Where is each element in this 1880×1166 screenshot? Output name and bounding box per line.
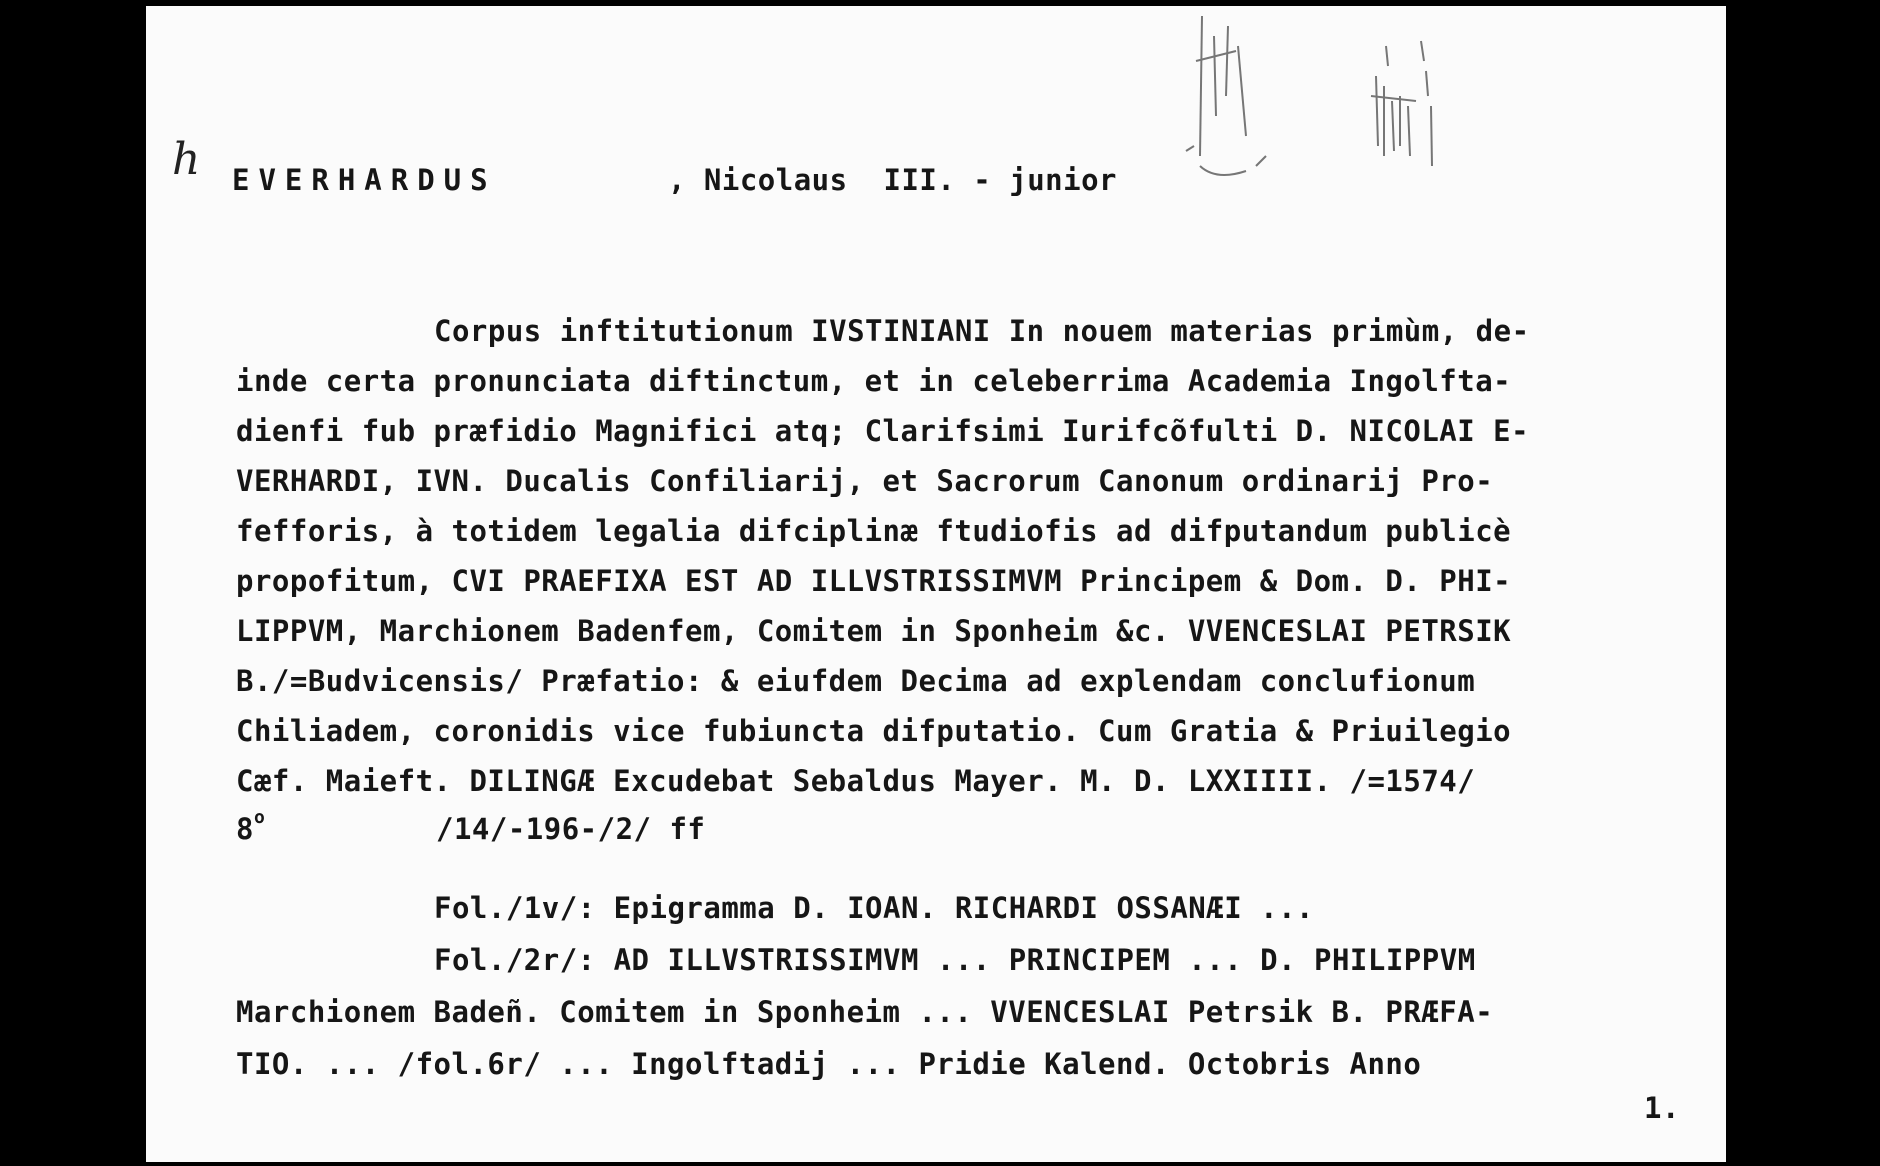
body-line: LIPPVM, Marchionem Badenfem, Comitem in Sponheim &c. VVENCESLAI PETRSIK [236, 614, 1512, 648]
author-surname: EVERHARDUS [232, 163, 497, 197]
author-forename: , Nicolaus III. - junior [668, 163, 1117, 197]
margin-mark: h [172, 134, 201, 185]
body-line: Corpus inftitutionum IVSTINIANI In nouem materias primùm, de- [434, 314, 1530, 348]
body-line: propofitum, CVI PRAEFIXA EST AD ILLVSTRISSIMVM Principem & Dom. D. PHI- [236, 564, 1512, 598]
folio-note: Fol./2r/: AD ILLVSTRISSIMVM ... PRINCIPEM ... D. PHILIPPVM [434, 943, 1476, 977]
body-line: VERHARDI, IVN. Ducalis Confiliarij, et Sacrorum Canonum ordinarij Pro- [236, 464, 1494, 498]
catalog-card [146, 6, 1726, 1162]
page-number: 1. [1644, 1091, 1680, 1125]
collation: /14/-196-/2/ ff [436, 812, 706, 846]
format-label: 8$^o$ [236, 807, 266, 846]
body-line: B./=Budvicensis/ Præfatio: & eiufdem Decima ad explendam conclufionum [236, 664, 1476, 698]
folio-note: Fol./1v/: Epigramma D. IOAN. RICHARDI OSSANÆI ... [434, 891, 1315, 925]
faint-stamp-marks [1176, 6, 1536, 206]
body-line: fefforis, à totidem legalia difciplinæ ftudiofis ad difputandum publicè [236, 514, 1512, 548]
body-line: Chiliadem, coronidis vice fubiuncta difputatio. Cum Gratia & Priuilegio [236, 714, 1512, 748]
body-line: Cæf. Maieft. DILINGÆ Excudebat Sebaldus Mayer. M. D. LXXIIII. /=1574/ [236, 764, 1476, 798]
folio-note: TIO. ... /fol.6r/ ... Ingolftadij ... Pridie Kalend. Octobris Anno [236, 1047, 1422, 1081]
folio-note: Marchionem Badeñ. Comitem in Sponheim ... VVENCESLAI Petrsik B. PRÆFA- [236, 995, 1494, 1029]
body-line: inde certa pronunciata diftinctum, et in celeberrima Academia Ingolfta- [236, 364, 1512, 398]
body-line: dienfi fub præfidio Magnifici atq; Clarifsimi Iurifcõfulti D. NICOLAI E- [236, 414, 1530, 448]
